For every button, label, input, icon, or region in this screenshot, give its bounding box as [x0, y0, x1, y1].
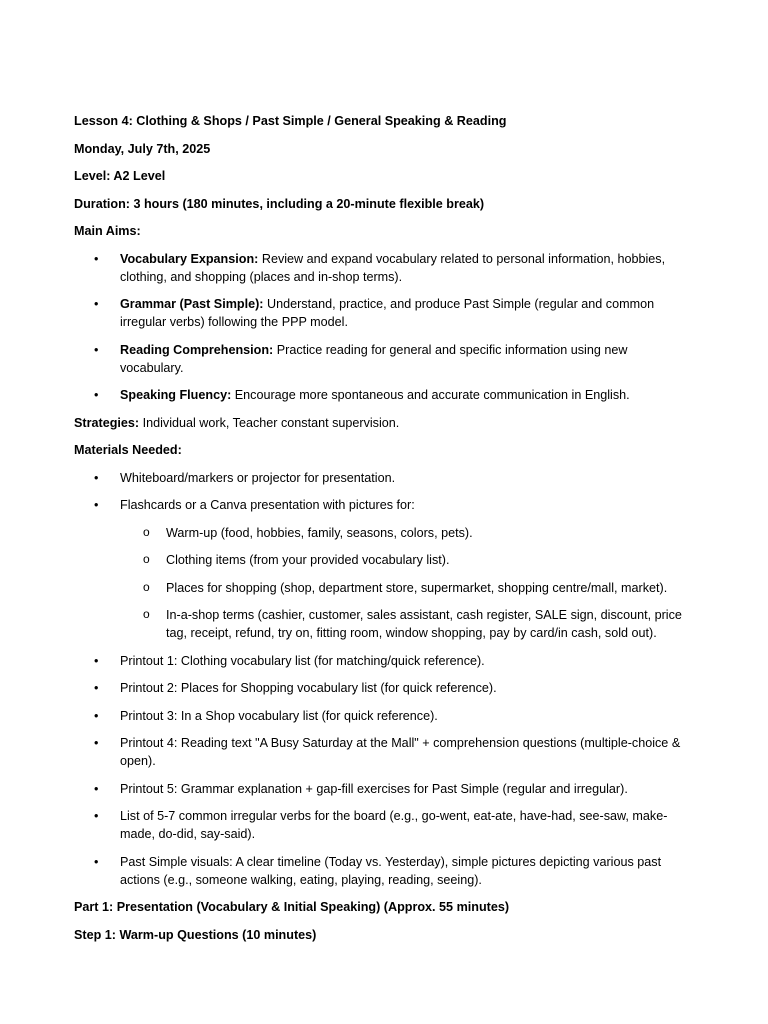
material-item: • Past Simple visuals: A clear timeline (Today vs. Yesterday), simple pictures depicting various past actions (e.g., someone walking, eating, playing, reading, seeing).	[94, 854, 662, 887]
step1-heading: Step 1: Warm-up Questions (10 minutes)	[74, 927, 317, 942]
material-subitem: o In-a-shop terms (cashier, customer, sales assistant, cash register, SALE sign, discount, price tag, receipt, refund, try on, fitting room, window shopping, pay by card/in cash, sold out).	[143, 607, 682, 640]
sub-bullet-icon: o	[143, 579, 150, 594]
materials-list	[74, 469, 694, 889]
main-aims-list	[74, 250, 694, 405]
bullet-icon: •	[94, 736, 99, 750]
bullet-icon: •	[94, 809, 99, 823]
material-item: • Printout 1: Clothing vocabulary list (for matching/quick reference).	[94, 653, 485, 668]
aim-vocabulary: • Vocabulary Expansion: Review and expand vocabulary related to personal information, hobbies, clothing, and shopping (places and in-shop terms).	[94, 251, 666, 284]
bullet-icon: •	[94, 653, 99, 668]
material-subitem: o Clothing items (from your provided vocabulary list).	[143, 552, 450, 567]
sub-bullet-icon: o	[143, 524, 150, 539]
lesson-plan-content	[74, 112, 694, 953]
bullet-icon: •	[94, 342, 99, 357]
material-item: • Printout 2: Places for Shopping vocabulary list (for quick reference).	[94, 681, 497, 695]
bullet-icon: •	[94, 470, 99, 485]
strategies: Strategies: Individual work, Teacher constant supervision.	[74, 415, 400, 430]
bullet-icon: •	[94, 251, 99, 266]
sub-bullet-icon: o	[143, 607, 150, 621]
material-item: • Flashcards or a Canva presentation with pictures for:	[94, 498, 415, 512]
material-item: • Printout 4: Reading text "A Busy Saturday at the Mall" + comprehension questions (multiple-choice & open).	[94, 736, 681, 768]
lesson-date: Monday, July 7th, 2025	[74, 141, 211, 156]
lesson-duration: Duration: 3 hours (180 minutes, including a 20-minute flexible break)	[74, 196, 485, 211]
materials-heading: Materials Needed:	[74, 443, 182, 457]
aim-speaking: • Speaking Fluency: Encourage more spontaneous and accurate communication in English.	[94, 388, 630, 402]
sub-bullet-icon: o	[143, 552, 150, 566]
aim-grammar: • Grammar (Past Simple): Understand, practice, and produce Past Simple (regular and common irregular verbs) following the PPP model.	[94, 297, 655, 329]
material-item: • Printout 3: In a Shop vocabulary list (for quick reference).	[94, 708, 438, 723]
bullet-icon: •	[94, 854, 99, 869]
bullet-icon: •	[94, 708, 99, 723]
material-item: • Whiteboard/markers or projector for presentation.	[94, 470, 396, 485]
bullet-icon: •	[94, 498, 99, 512]
aim-reading: • Reading Comprehension: Practice reading for general and specific information using new vocabulary.	[94, 342, 628, 375]
material-item: • List of 5-7 common irregular verbs for the board (e.g., go-went, eat-ate, have-had, see-saw, make-made, do-did, say-said).	[94, 809, 668, 841]
lesson-level: Level: A2 Level	[74, 169, 166, 183]
bullet-icon: •	[94, 781, 99, 796]
lesson-title: Lesson 4: Clothing & Shops / Past Simple / General Speaking & Reading	[74, 114, 507, 128]
material-subitem: o Warm-up (food, hobbies, family, seasons, colors, pets).	[143, 524, 473, 540]
main-aims-heading: Main Aims:	[74, 224, 141, 238]
bullet-icon: •	[94, 681, 99, 695]
part1-heading: Part 1: Presentation (Vocabulary & Initial Speaking) (Approx. 55 minutes)	[74, 900, 510, 914]
bullet-icon: •	[94, 388, 99, 402]
bullet-icon: •	[94, 297, 99, 311]
material-subitem: o Places for shopping (shop, department store, supermarket, shopping centre/mall, market).	[143, 579, 668, 595]
material-item: • Printout 5: Grammar explanation + gap-fill exercises for Past Simple (regular and irregular).	[94, 781, 628, 796]
